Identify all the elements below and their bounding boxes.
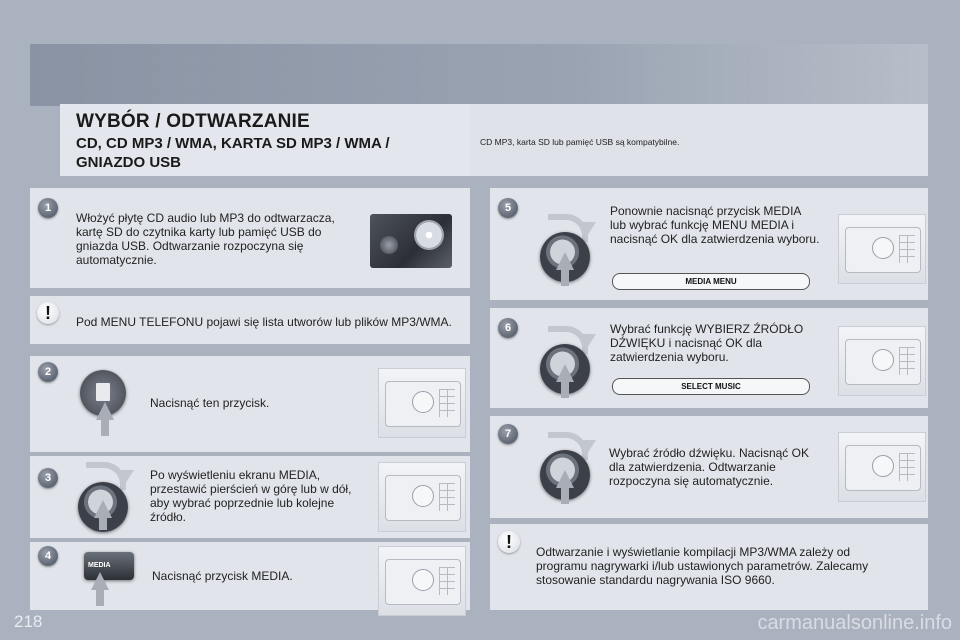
arrow-stem	[561, 268, 569, 286]
page-number: 218	[14, 612, 43, 631]
page-subtitle: CD, CD MP3 / WMA, KARTA SD MP3 / WMA / GNIAZDO USB	[76, 135, 390, 171]
step-6-badge: 6	[498, 318, 518, 338]
radio-panel-icon	[378, 368, 466, 438]
warning-2-text: Odtwarzanie i wyświetlanie kompilacji MP3/WMA zależy od programu nagrywarki i/lub ustawionych parametrów. Zalecamy stosowanie standardu nagrywania ISO 9660.	[536, 545, 869, 587]
step-4-badge: 4	[38, 546, 58, 566]
player-knob-icon	[380, 236, 398, 254]
compatibility-note: CD MP3, karta SD lub pamięć USB są kompatybilne.	[480, 137, 680, 147]
radio-panel-icon	[378, 462, 466, 532]
step-2-badge: 2	[38, 362, 58, 382]
cd-player-photo	[370, 214, 452, 268]
arrow-stem	[561, 380, 569, 398]
warning-icon: !	[37, 302, 59, 324]
cd-disc-icon	[414, 220, 444, 250]
warning-1-text: Pod MENU TELEFONU pojawi się lista utworów lub plików MP3/WMA.	[76, 315, 452, 329]
step-2-text: Nacisnąć ten przycisk.	[150, 396, 270, 410]
step-7-text: Wybrać źródło dźwięku. Nacisnąć OK dla zatwierdzenia. Odtwarzanie rozpoczyna się automatycznie.	[609, 446, 809, 488]
step-1-badge: 1	[38, 198, 58, 218]
step-3-badge: 3	[38, 468, 58, 488]
radio-panel-icon	[378, 546, 466, 616]
step-1-text: Włożyć płytę CD audio lub MP3 do odtwarzacza, kartę SD do czytnika karty lub pamięć USB do gniazda USB. Odtwarzanie rozpoczyna się automatycznie.	[76, 211, 335, 267]
watermark: carmanualsonline.info	[757, 612, 952, 634]
menu-item-select-music: SELECT MUSIC	[612, 378, 810, 395]
media-button-icon: MEDIA	[84, 552, 134, 580]
arrow-stem	[561, 486, 569, 504]
header-banner	[30, 44, 928, 106]
arrow-stem	[96, 588, 104, 606]
warning-icon: !	[498, 531, 520, 553]
radio-panel-icon	[838, 432, 926, 502]
arrow-stem	[101, 418, 109, 436]
document-icon	[96, 383, 110, 401]
menu-item-media-menu: MEDIA MENU	[612, 273, 810, 290]
step-7-badge: 7	[498, 424, 518, 444]
step-5-text: Ponownie nacisnąć przycisk MEDIA lub wybrać funkcję MENU MEDIA i nacisnąć OK dla zatwierdzenia wyboru.	[610, 204, 820, 246]
radio-panel-icon	[838, 326, 926, 396]
radio-panel-icon	[838, 214, 926, 284]
step-5-badge: 5	[498, 198, 518, 218]
arrow-stem	[99, 516, 107, 530]
page-title: WYBÓR / ODTWARZANIE	[76, 111, 310, 132]
step-4-text: Nacisnąć przycisk MEDIA.	[152, 569, 293, 583]
push-arrow-icon	[96, 402, 114, 420]
step-6-text: Wybrać funkcję WYBIERZ ŹRÓDŁO DŹWIĘKU i nacisnąć OK dla zatwierdzenia wyboru.	[610, 322, 804, 364]
step-3-text: Po wyświetleniu ekranu MEDIA, przestawić pierścień w górę lub w dół, aby wybrać poprzednie lub kolejne źródło.	[150, 468, 352, 524]
